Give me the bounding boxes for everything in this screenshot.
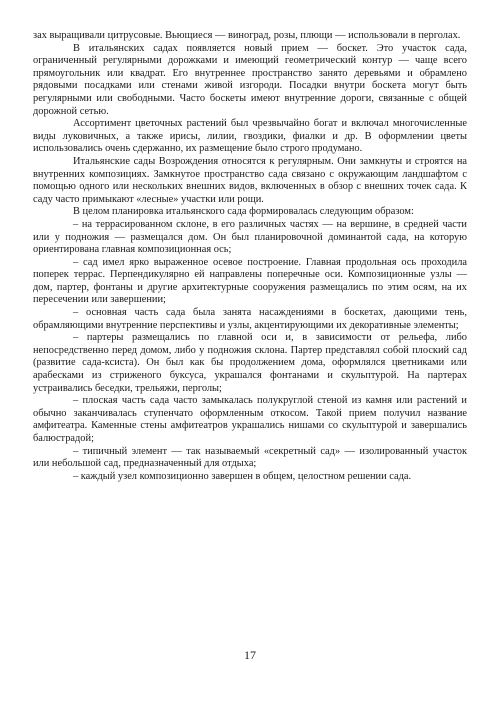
list-item-composition: – каждый узел композиционно завершен в общем, целостном решении сада.: [73, 470, 412, 482]
list-item-secret-garden: – типичный элемент — так называемый «секретный сад» — изолированный участок или небольшой сад, предназначенный для отдыха;: [33, 445, 467, 470]
list-item-boskets: – основная часть сада была занята насаждениями в боскетах, дающими тень, обрамляющими внутренние перспективы и узлы, акцентирующими их декоративные элементы;: [33, 307, 467, 331]
paragraph-bosket: В итальянских садах появляется новый прием — боскет. Это участок сада, ограниченный регулярными дорожками и имеющий геометрический контур — чаще всего прямоугольник или квадрат. Его внутреннее пространство занято деревьями и обрамлено рядовыми посадками или стенами живой изгороди. Посадки внутри боскета могут быть регулярными или свободными. Часто боскеты имеют внутренние дороги, связанные с общей дорожной сетью.: [33, 42, 467, 117]
paragraph-continuation: зах выращивали цитрусовые. Вьющиеся — виноград, розы, плющи — использовали в перголах.: [33, 30, 461, 41]
paragraph-renaissance-gardens: Итальянские сады Возрождения относятся к регулярным. Они замкнуты и строятся на внутренних композициях. Замкнутое пространство сада связано с окружающим ландшафтом с помощью одного или нескольких внешних видов, включенных в обзор с внешних точек сада. К саду часто примыкают «лесные» участки или рощи.: [33, 155, 467, 205]
list-item-house: – на террасированном склоне, в его различных частях — на вершине, в средней части или у подножия — размещался дом. Он был планировочной доминантой сада, на которую ориентирована главная композиционная ось;: [33, 218, 467, 256]
list-item-parterres: – партеры размещались по главной оси и, в зависимости от рельефа, либо непосредственно перед домом, либо у подножия склона. Партер представлял собой плоский сад (развитие сада-ксиста). Он был как бы продолжением дома, оформлялся цветниками или арабесками из стриженого буксуса, украшался фонтанами и скульптурой. На партерах устраивались беседки, трельяжи, перголы;: [33, 332, 467, 394]
page-number: 17: [244, 648, 256, 662]
list-item-amphitheatre: – плоская часть сада часто замыкалась полукруглой стеной из камня или растений и обычно заканчивалась ступенчато оформленным откосом. Такой прием получил название амфитеатра. Каменные стены амфитеатров украшались нишами со скульптурой и завершались балюстрадой;: [33, 395, 467, 444]
paragraph-layout-intro: В целом планировка итальянского сада формировалась следующим образом:: [73, 206, 414, 218]
page-body: [33, 30, 467, 483]
list-item-axis: – сад имел ярко выраженное осевое построение. Главная продольная ось проходила поперек террас. Перпендикулярно ей направлены поперечные оси. Композиционные узлы — дом, партер, фонтаны и другие архитектурные сооружения размещались по этим осям, на их пересечении или завершении;: [33, 256, 467, 306]
paragraph-flowers: Ассортимент цветочных растений был чрезвычайно богат и включал многочисленные виды луковичных, а также ирисы, лилии, гвоздики, фиалки и др. В оформлении цветы использовались очень сдержанно, их размещение было строго продумано.: [33, 118, 467, 155]
